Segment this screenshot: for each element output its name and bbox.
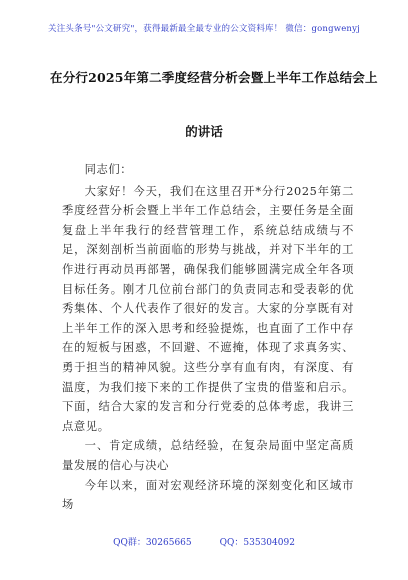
paragraph-section-heading: 一、肯定成绩，总结经验，在复杂局面中坚定高质量发展的信心与决心 <box>62 439 354 472</box>
footer-contact <box>0 535 408 548</box>
paragraph-section-body: 今年以来，面对宏观经济环境的深刻变化和区域市场 <box>62 478 354 512</box>
footer-qq: QQ：535304092 <box>219 538 295 548</box>
header-promo-note: 关注头条号"公文研究"，获得最新最全最专业的公文资料库！ 微信：gongwenyj <box>48 24 360 34</box>
document-title-line-1: 在分行2025年第二季度经营分析会暨上半年工作总结会上 <box>50 70 378 85</box>
salutation: 同志们： <box>84 163 133 176</box>
paragraph-opening: 大家好！今天，我们在这里召开*分行2025年第二季度经营分析会暨上半年工作总结会，主要任务是全面复盘上半年我行的经营管理工作，系统总结成绩与不足，深刻剖析当前面临的形势与挑战，并对下半年的工作进行再动员再部署，确保我们能够圆满完成全年各项目标任务。刚才几位前台部门的负责同志和受表彰的优秀集体、个人代表作了很好的发言。大家的分享既有对上半年工作的深入思考和经验提炼，也直面了工作中存在的短板与困惑，不回避、不遮掩，体现了求真务实、勇于担当的精神风貌。这些分享有血有肉，有深度、有温度，为我们接下来的工作提供了宝贵的借鉴和启示。下面，结合大家的发言和分行党委的总体考虑，我讲三点意见。 <box>62 184 354 433</box>
footer-qq-group: QQ群：30265665 <box>113 538 192 548</box>
document-body <box>62 160 354 515</box>
document-title-line-2: 的讲话 <box>185 124 223 139</box>
